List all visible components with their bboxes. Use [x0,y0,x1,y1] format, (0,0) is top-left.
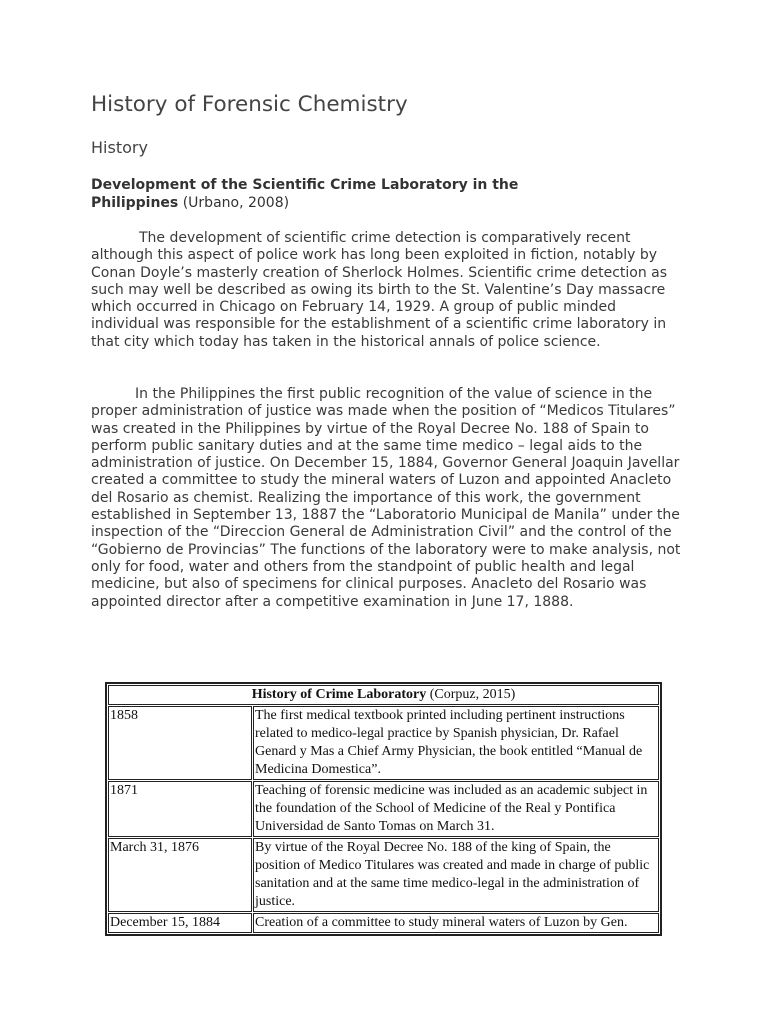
table-row [108,706,659,780]
paragraph-scientific-crime-detection: The development of scientific crime detection is comparatively recent although this aspect of police work has long been exploited in fiction, notably by Conan Doyle’s masterly creation of Sherlock Holmes. Scientific crime detection as such may well be described as owing its birth to the St. Valentine’s Day massacre which occurred in Chicago on February 14, 1929. A group of public minded individual was responsible for the establishment of a scientific crime laboratory in that city which today has taken in the historical annals of police science. [91,230,668,350]
table-date-cell: December 15, 1884 [108,913,252,933]
section-heading: History [91,138,148,157]
crime-laboratory-history-table [105,682,662,936]
subheading-title: Development of the Scientific Crime Laboratory in the Philippines [91,177,519,211]
table-event-cell: Teaching of forensic medicine was included as an academic subject in the foundation of the School of Medicine of the Real y Pontifica Universidad de Santo Tomas on March 31. [253,781,659,837]
table-date-cell: 1871 [108,781,252,837]
table-caption-title: History of Crime Laboratory [251,687,427,702]
table-row [108,838,659,912]
table-row [108,781,659,837]
table-row [108,913,659,933]
table-caption-row [108,685,659,705]
paragraph-philippines-history: In the Philippines the first public recognition of the value of science in the proper administration of justice was made when the position of “Medicos Titulares” was created in the Philippines by virtue of the Royal Decree No. 188 of Spain to perform public sanitary duties and at the same time medico – legal aids to the administration of justice. On December 15, 1884, Governor General Joaquin Javellar created a committee to study the mineral waters of Luzon and appointed Anacleto del Rosario as chemist. Realizing the importance of this work, the government established in September 13, 1887 the “Laboratorio Municipal de Manila” under the inspection of the “Direccion General de Administration Civil” and the control of the “Gobierno de Provincias” The functions of the laboratory were to make analysis, not only for food, water and others from the standpoint of public health and legal medicine, but also of specimens for clinical purposes. Anacleto del Rosario was appointed director after a competitive examination in June 17, 1888. [91,386,681,610]
table-caption-citation: (Corpuz, 2015) [429,687,516,702]
table-event-cell: Creation of a committee to study mineral waters of Luzon by Gen. [253,913,659,933]
table-event-cell: The first medical textbook printed including pertinent instructions related to medico-legal practice by Spanish physician, Dr. Rafael Genard y Mas a Chief Army Physician, the book entitled “Manual de Medicina Domestica”. [253,706,659,780]
page-title: History of Forensic Chemistry [91,92,408,117]
table-date-cell: 1858 [108,706,252,780]
table-caption [108,685,659,705]
subheading-citation: (Urbano, 2008) [182,195,290,211]
subheading [91,176,561,212]
table-date-cell: March 31, 1876 [108,838,252,912]
table-event-cell: By virtue of the Royal Decree No. 188 of the king of Spain, the position of Medico Titulares was created and made in charge of public sanitation and at the same time medico-legal in the administration of justice. [253,838,659,912]
